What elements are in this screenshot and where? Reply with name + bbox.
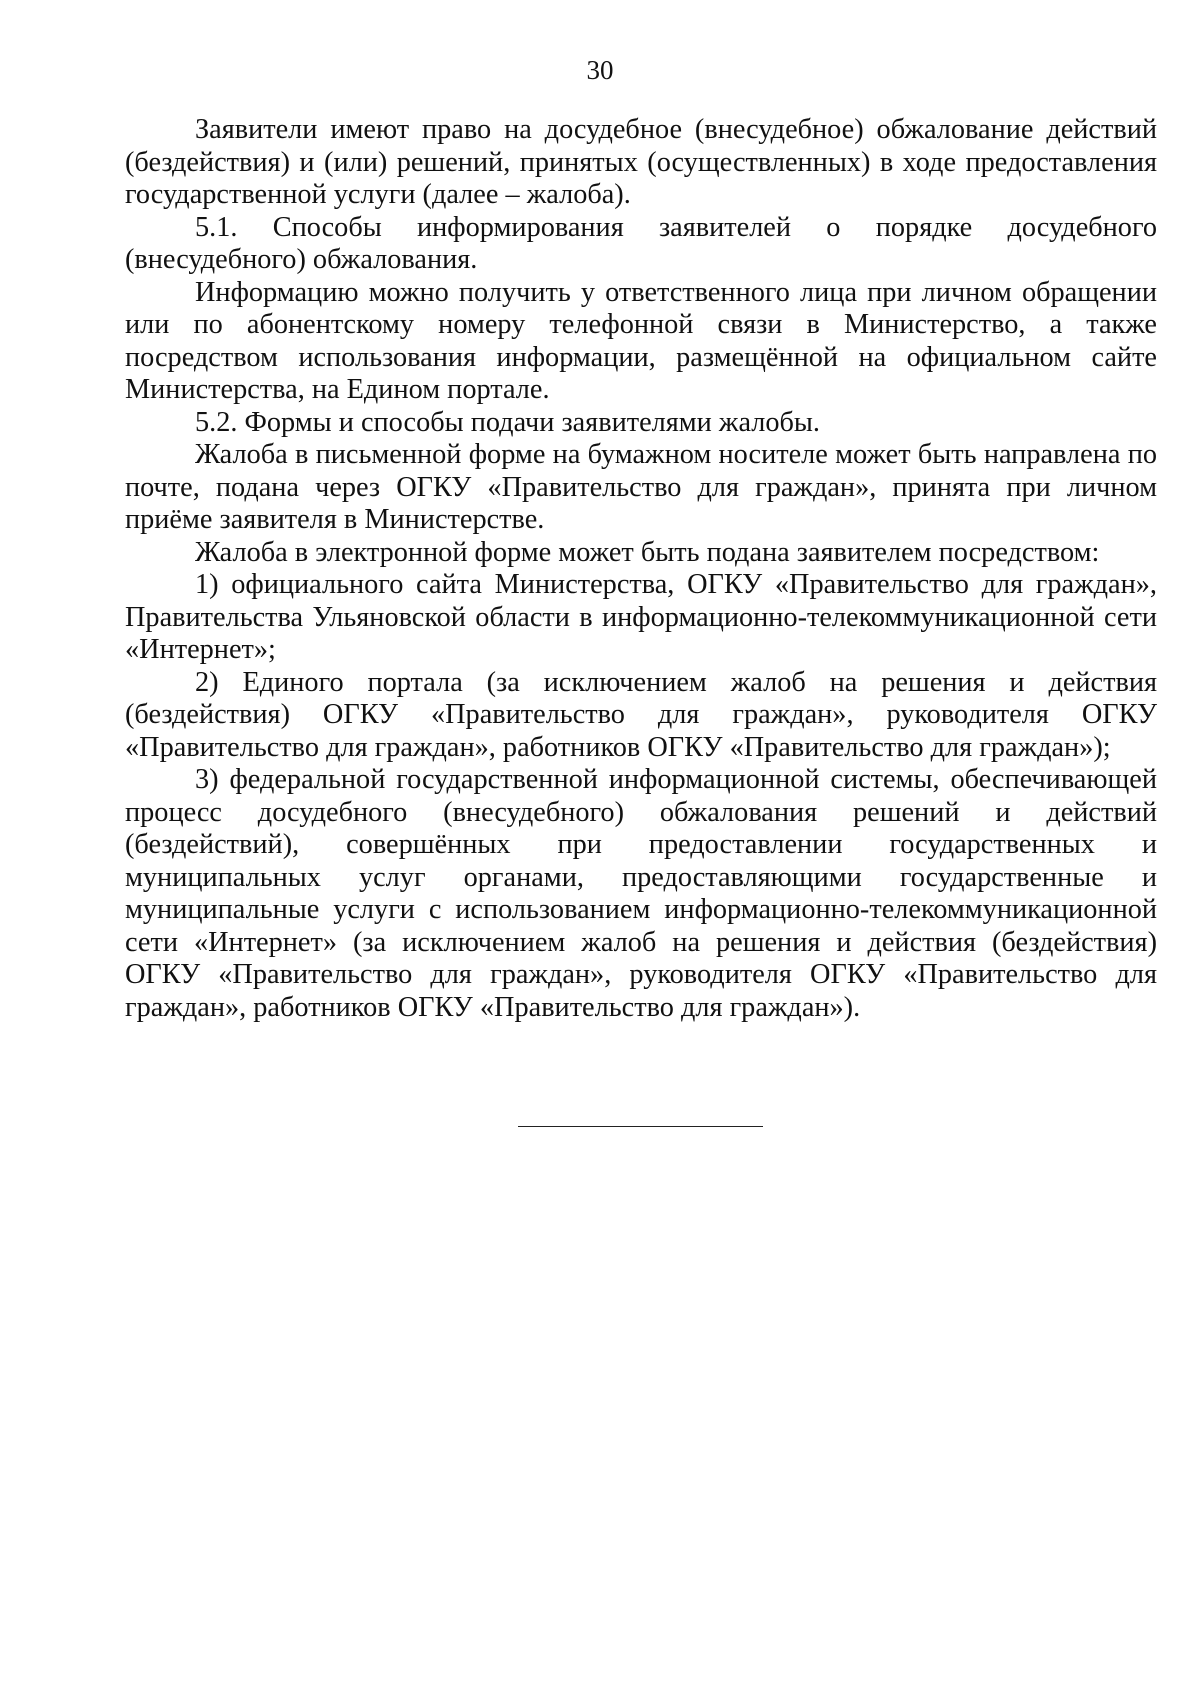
page-number: 30 — [586, 55, 614, 85]
list-item-official-site: 1) официального сайта Министерства, ОГКУ «Правительство для граждан», Правительства Ульяновской области в информационно-телекоммуникационной сети «Интернет»; — [125, 569, 1157, 665]
list-item-unified-portal: 2) Единого портала (за исключением жалоб на решения и действия (бездействия) ОГКУ «Правительство для граждан», руководителя ОГКУ «Правительство для граждан», работников ОГКУ «Правительство для граждан»); — [125, 666, 1157, 763]
closing-divider-line — [518, 1126, 763, 1127]
paragraph-section-5-2-heading: 5.2. Формы и способы подачи заявителями жалобы. — [195, 406, 821, 438]
paragraph-appeal-right: Заявители имеют право на досудебное (внесудебное) обжалование действий (бездействия) и (или) решений, принятых (осуществленных) в ходе предоставления государственной услуги (далее – жалоба). — [125, 114, 1157, 210]
document-body — [125, 114, 1157, 1024]
paragraph-section-5-1-heading: 5.1. Способы информирования заявителей о порядке досудебного (внесудебного) обжалования. — [125, 211, 1157, 275]
paragraph-electronic-complaint: Жалоба в электронной форме может быть подана заявителем посредством: — [195, 536, 1100, 568]
list-item-federal-system: 3) федеральной государственной информационной системы, обеспечивающей процесс досудебного (внесудебного) обжалования решений и действий (бездействий), совершённых при предоставлении государственных и муниципальных услуг органами, предоставляющими государственные и муниципальные услуги с использованием информационно-телекоммуникационной сети «Интернет» (за исключением жалоб на решения и действия (бездействия) ОГКУ «Правительство для граждан», руководителя ОГКУ «Правительство для граждан», работников ОГКУ «Правительство для граждан»). — [125, 764, 1157, 1023]
paragraph-information-sources: Информацию можно получить у ответственного лица при личном обращении или по абонентскому номеру телефонной связи в Министерство, а также посредством использования информации, размещённой на официальном сайте Министерства, на Едином портале. — [125, 276, 1157, 405]
paragraph-written-complaint: Жалоба в письменной форме на бумажном носителе может быть направлена по почте, подана через ОГКУ «Правительство для граждан», принята при личном приёме заявителя в Министерстве. — [125, 439, 1157, 535]
